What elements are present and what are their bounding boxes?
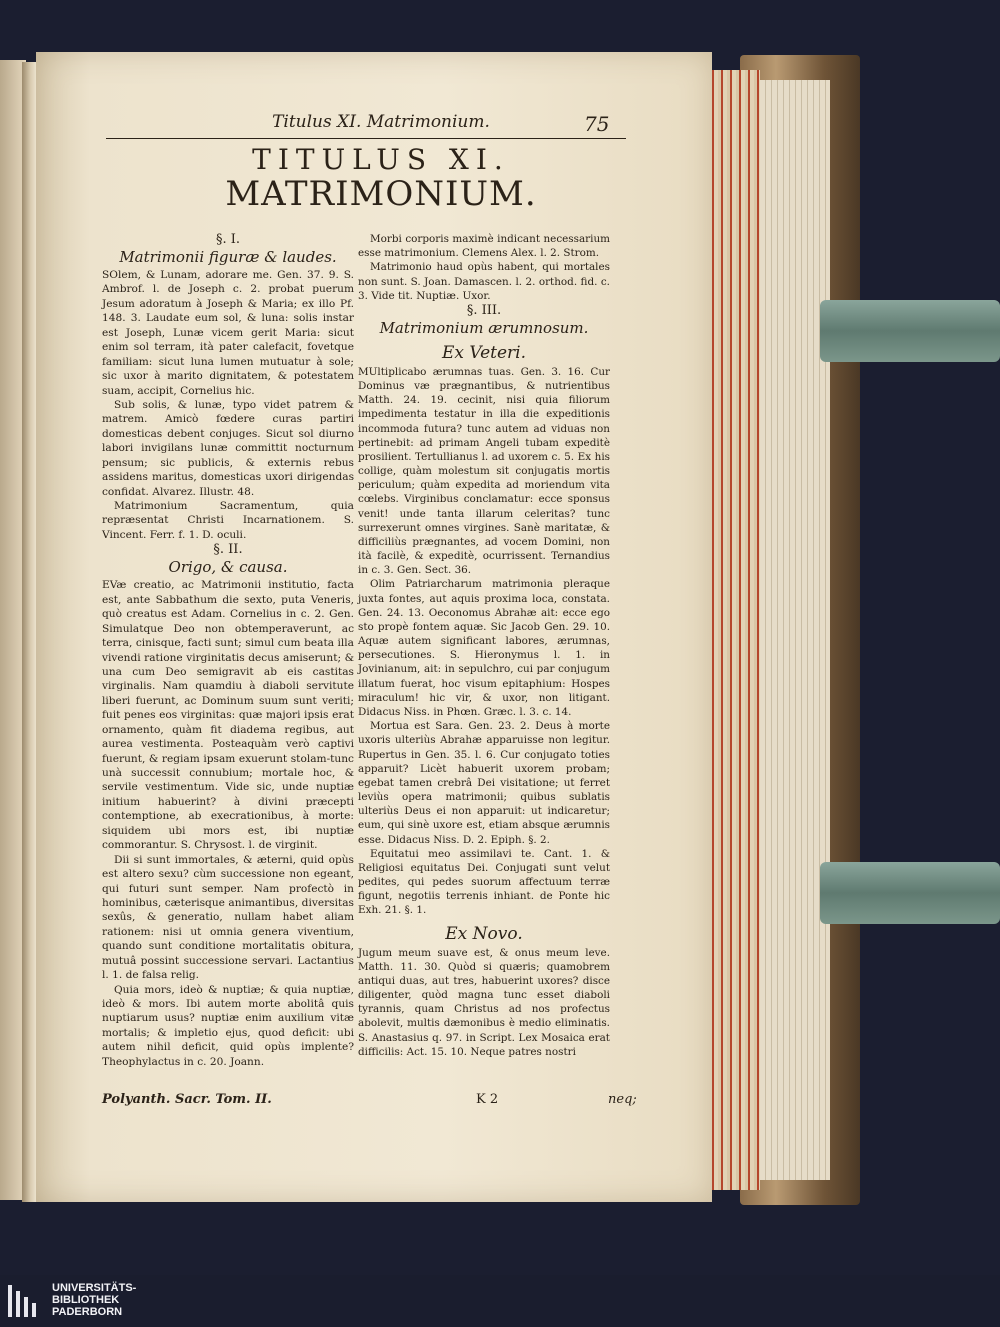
- page-leaves: [760, 80, 830, 1180]
- footer-left: Polyanth. Sacr. Tom. II.: [102, 1092, 272, 1107]
- subsection-heading: Ex Veteri.: [441, 342, 527, 363]
- paragraph: Quia mors, ideò & nuptiæ; & quia nuptiæ, ideò & mors. Ibi autem morte abolitâ quis nuptiarum usus? nuptiæ enim auxilium vitæ mortalis; & impletio ejus, quod deficit: ubi autem nihil deficit, quid opùs implente? Theophylactus in c. 20. Joann.: [102, 983, 354, 1068]
- subsection-heading: Ex Novo.: [445, 923, 523, 944]
- left-column: [102, 232, 354, 1069]
- paragraph: Matrimonium Sacramentum, quia repræsentat Christi Incarnationem. S. Vincent. Ferr. f. 1. D. oculi.: [102, 500, 354, 541]
- paragraph: Dii si sunt immortales, & æterni, quid opùs est altero sexu? cùm successione non egeant, qui futuri sunt semper. Nam profectò in hominibus, cæterisque animantibus, diversitas sexûs, & generatio, nullam habet aliam rationem: nisi ut omnia genera viventium, quando sunt conditione mortalitatis obitura, mutuâ possint successione servari. Lactantius l. 1. de falsa relig.: [102, 853, 354, 982]
- paragraph: Sub solis, & lunæ, typo videt patrem & matrem. Amicò fœdere curas partiri domesticas debent conjuges. Sicut sol diurno labori invigilans lunæ committit nocturnum pensum; sic publicis, & externis rebus assidens maritus, domesticas uxori dirigendas confidat. Alvarez. Illustr. 48.: [102, 398, 354, 498]
- clasp-bottom: [820, 862, 1000, 924]
- section-heading: Matrimonii figuræ & laudes.: [119, 248, 337, 266]
- logo-line-3: PADERBORN: [52, 1306, 123, 1318]
- section-heading: Matrimonium ærumnosum.: [379, 318, 589, 337]
- paragraph: EVæ creatio, ac Matrimonii institutio, facta est, ante Sabbathum die sexto, puta Veneris, quò creatus est Adam. Cornelius in c. 2. Gen. Simulatque Deo non obtemperaverunt, ac terra, cinisque, facti sunt; simul cum beata illa vivendi ratione virginitatis decus amiserunt; & una cum Deo semigravit ab eis castitas virginalis. Nam quamdiu à diaboli servitute liberi fuerunt, ac Dominum suum sunt veriti; fuit penes eos virginitas: quæ majori ipsis erat ornamento, quàm fit diadema regibus, aut aurea vestimenta. Posteaquàm verò captivi fuerunt, & regiam ipsam exuerunt stolam-tunc unà successit connubium; mortale hoc, & servile vestimentum. Vide sic, unde nuptiæ initium habuerint? à divini præcepti contemptione, ab execrationibus, à morte: siquidem ubi mors est, ibi nuptiæ commorantur. S. Chrysost. l. de virginit.: [102, 579, 354, 852]
- signature-mark: K 2: [476, 1092, 499, 1107]
- clasp-top: [820, 300, 1000, 362]
- paragraph: Morbi corporis maximè indicant necessarium esse matrimonium. Clemens Alex. l. 2. Strom.: [358, 233, 610, 260]
- logo-line-1: UNIVERSITÄTS-: [52, 1282, 137, 1294]
- gutter: [22, 62, 36, 1202]
- page-number: 75: [584, 112, 610, 136]
- library-logo-text: [52, 1282, 136, 1318]
- catchword: neq;: [608, 1092, 637, 1107]
- paragraph: Matrimonio haud opùs habent, qui mortales non sunt. S. Joan. Damascen. l. 2. orthod. fid. c. 3. Vide tit. Nuptiæ. Uxor.: [358, 261, 610, 302]
- section-number: §. III.: [466, 302, 502, 318]
- section-number: §. II.: [213, 542, 243, 558]
- book-page: [36, 52, 712, 1202]
- running-head: Titulus XI. Matrimonium.: [272, 112, 490, 132]
- logo-line-2: BIBLIOTHEK: [52, 1294, 120, 1306]
- paragraph: SOlem, & Lunam, adorare me. Gen. 37. 9. S. Ambrof. l. de Joseph c. 2. probat puerum Jesum adoratum à Joseph & Maria; ex illo Pf. 148. 3. Laudate eum sol, & luna: solis instar est Joseph, Lunæ vicem gerit Maria: sicut enim sol terram, ità pater calefacit, fovetque familiam: sicut luna lumen mutuatur à sole; sic uxor à marito dignitatem, & potestatem suam, accipit, Cornelius hic.: [102, 269, 354, 397]
- title-large: MATRIMONIUM.: [225, 174, 537, 214]
- section-heading: Origo, & causa.: [168, 558, 288, 577]
- paragraph: MUltiplicabo ærumnas tuas. Gen. 3. 16. Cur Dominus væ prægnantibus, & nutrientibus Matth. 24. 19. cecinit, nisi quia filiorum impedimenta testatur in illa die expeditionis incommoda futura? tunc autem ad viduas non pertinebit: ad primam Angeli tubam expeditè prosilient. Tertullianus l. ad uxorem c. 5. Ex his collige, quàm molestum sit conjugatis mortis periculum; quàm expedita ad moriendum vita cœlebs. Virginibus conclamatur: ecce sponsus venit! unde tanta illarum celeritas? tunc surrexerunt omnes virgines. Sanè maritatæ, & difficiliùs prægnantes, ad vocem Domini, non ità facilè, & expeditè, ocurrissent. Ternandius in c. 3. Gen. Sect. 36.: [358, 365, 610, 577]
- paragraph: Mortua est Sara. Gen. 23. 2. Deus à morte uxoris ulteriùs Abrahæ apparuisse non legitur. Rupertus in Gen. 35. l. 6. Cur conjugato toties apparuit? Licèt habuerit uxorem probam; egebat tamen crebrâ Dei visitatione; ut ferret leviùs opera matrimonii; quibus sublatis ulteriùs Deus ei non apparuit: ut indicaretur; eum, qui sinè uxore est, etiam absque ærumnis esse. Didacus Niss. D. 2. Epiph. §. 2.: [358, 720, 610, 846]
- paragraph: Olim Patriarcharum matrimonia pleraque juxta fontes, aut aquis proxima loca, constata. Gen. 24. 13. Oeconomus Abrahæ ait: ecce ego sto propè fontem aquæ. Sic Jacob Gen. 29. 10. Aquæ autem significant labores, ærumnas, persecutiones. S. Hieronymus l. 1. in Jovinianum, ait: in sepulchro, cui par conjugum illatum fuerat, hoc visum epitaphium: Hospes miraculum! hic vir, & uxor, non litigant. Didacus Niss. in Phœn. Græc. l. 3. c. 14.: [358, 578, 610, 718]
- library-logo-bar: [0, 1275, 1000, 1327]
- title-small: TITULUS XI.: [252, 143, 510, 176]
- paragraph: Equitatui meo assimilavi te. Cant. 1. & Religiosi equitatus Dei. Conjugati sunt velut pedites, qui pedes suorum affectuum terræ figunt, negotiis terrenis inhiant. de Ponte hic Exh. 21. §. 1.: [358, 847, 610, 917]
- library-logo-icon: [8, 1285, 44, 1317]
- paragraph: Jugum meum suave est, & onus meum leve. Matth. 11. 30. Quòd si quæris; quamobrem antiqui duas, aut tres, habuerint uxores? disce diligenter, quòd magna tunc esset diaboli tyrannis, quam Christus ad nos profectus abolevit, multis dæmonibus è medio eliminatis. S. Anastasius q. 97. in Script. Lex Mosaica erat difficilis: Act. 15. 10. Neque patres nostri: [358, 946, 610, 1058]
- right-column: [358, 232, 610, 1059]
- section-number: §. I.: [215, 232, 241, 247]
- header-rule: [106, 138, 626, 139]
